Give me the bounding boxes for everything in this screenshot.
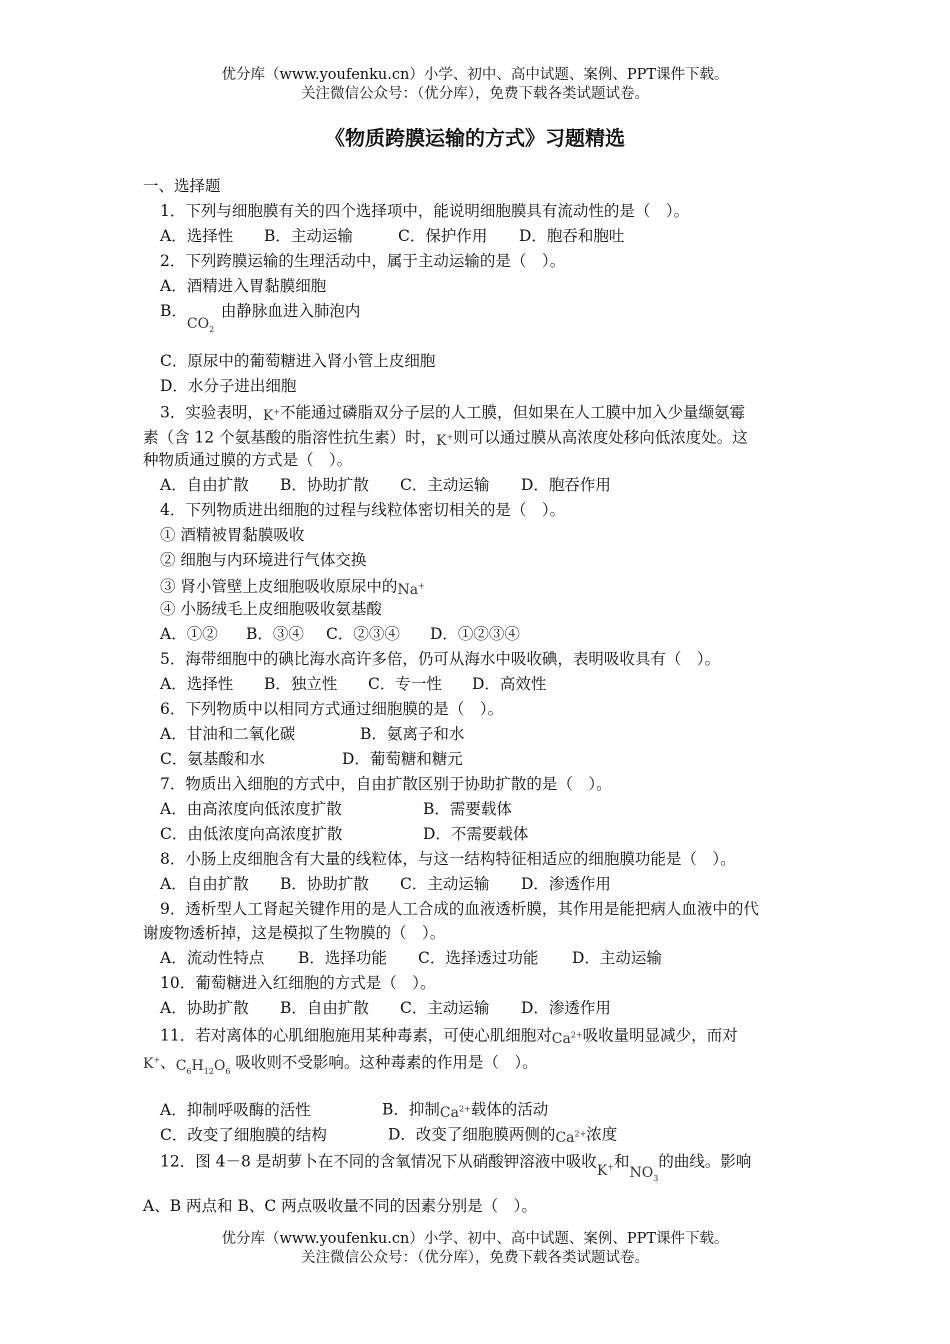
question-11-options-cd: C．改变了细胞膜的结构 D．改变了细胞膜两侧的$Ca^{2+}$浓度 — [160, 1125, 618, 1146]
option-d: D．胞吞和胞吐 — [519, 227, 625, 245]
question-4-stem: 4．下列物质进出细胞的过程与线粒体密切相关的是（ ）。 — [160, 501, 566, 519]
question-5-stem: 5．海带细胞中的碘比海水高许多倍，仍可从海水中吸收碘，表明吸收具有（ ）。 — [160, 650, 721, 668]
question-9-options: A．流动性特点 B．选择功能 C．选择透过功能 D．主动运输 — [160, 949, 662, 967]
question-1-options — [160, 226, 624, 246]
k-ion: K+ — [436, 432, 454, 449]
question-11-line-1: 11．若对离体的心肌细胞施用某种毒素，可使心肌细胞对$Ca^{2+}$吸收量明显减少，而对 — [160, 1026, 738, 1047]
option-c: C．保护作用 — [398, 227, 488, 245]
question-6-options-ab: A．甘油和二氧化碳 B．氨离子和水 — [160, 725, 465, 743]
question-2-option-a: A．酒精进入胃黏膜细胞 — [160, 277, 327, 295]
footer-line-2: 关注微信公众号：（优分库），免费下载各类试题试卷。 — [301, 1250, 649, 1266]
ca-ion: $Ca^{2+}$ — [551, 1030, 583, 1047]
question-9-line-1: 9．透析型人工肾起关键作用的是人工合成的血液透析膜，其作用是能把病人血液中的代 — [160, 900, 759, 918]
question-1-stem: 1．下列与细胞膜有关的四个选择项中，能说明细胞膜具有流动性的是（ ）。 — [160, 202, 690, 220]
nitrate-formula: $NO_3$ — [629, 1164, 659, 1183]
k-ion: K+ — [596, 1162, 614, 1179]
question-10-stem: 10．葡萄糖进入红细胞的方式是（ ）。 — [160, 974, 436, 992]
k-ion: K+ — [262, 407, 281, 424]
question-3-line-3: 种物质通过膜的方式是（ ）。 — [143, 451, 353, 469]
page-title: 《物质跨膜运输的方式》习题精选 — [325, 126, 625, 150]
co2-formula: $CO_2$ — [186, 316, 215, 334]
question-4-item-1: ① 酒精被胃黏膜吸收 — [160, 526, 305, 544]
ca-ion: $Ca^{2+}$ — [439, 1104, 471, 1121]
question-2-option-b: B．$CO_2$由静脉血进入肺泡内 — [160, 301, 360, 328]
question-10-options: A．协助扩散 B．自由扩散 C．主动运输 D．渗透作用 — [160, 999, 611, 1017]
glucose-formula: $C_6H_{12}O_6$ — [175, 1057, 231, 1076]
footer-line-1: 优分库（www.youfenku.cn）小学、初中、高中试题、案例、PPT课件下载。 — [221, 1231, 729, 1247]
question-9-line-2: 谢废物透析掉，这是模拟了生物膜的（ ）。 — [143, 924, 446, 942]
option-a: A．选择性 — [160, 227, 234, 245]
question-6-stem: 6．下列物质中以相同方式通过细胞膜的是（ ）。 — [160, 700, 504, 718]
na-ion: Na+ — [397, 581, 425, 598]
question-4-item-3: ③ 肾小管壁上皮细胞吸收原尿中的Na+ — [160, 577, 425, 598]
question-8-stem: 8．小肠上皮细胞含有大量的线粒体，与这一结构特征相适应的细胞膜功能是（ ）。 — [160, 850, 736, 868]
question-8-options: A．自由扩散 B．协助扩散 C．主动运输 D．渗透作用 — [160, 875, 611, 893]
question-11-options-ab: A．抑制呼吸酶的活性 B．抑制$Ca^{2+}$载体的活动 — [160, 1100, 549, 1121]
question-5-options: A．选择性 B．独立性 C．专一性 D．高效性 — [160, 675, 547, 693]
question-4-item-4: ④ 小肠绒毛上皮细胞吸收氨基酸 — [160, 600, 382, 618]
question-2-option-c: C．原尿中的葡萄糖进入肾小管上皮细胞 — [160, 352, 436, 370]
header-line-1: 优分库（www.youfenku.cn）小学、初中、高中试题、案例、PPT课件下载。 — [221, 67, 729, 83]
question-7-options-cd: C．由低浓度向高浓度扩散 D．不需要载体 — [160, 825, 529, 843]
question-6-options-cd: C．氨基酸和水 D．葡萄糖和糖元 — [160, 750, 463, 768]
option-b: B．主动运输 — [264, 227, 353, 245]
question-2-stem: 2．下列跨膜运输的生理活动中，属于主动运输的是（ ）。 — [160, 252, 566, 270]
question-7-stem: 7．物质出入细胞的方式中，自由扩散区别于协助扩散的是（ ）。 — [160, 775, 612, 793]
question-3-options: A．自由扩散 B．协助扩散 C．主动运输 D．胞吞作用 — [160, 476, 611, 494]
ca-ion: $Ca^{2+}$ — [555, 1129, 587, 1146]
header-line-2: 关注微信公众号：（优分库），免费下载各类试题试卷。 — [301, 86, 649, 102]
question-2-option-d: D．水分子进出细胞 — [160, 377, 297, 395]
section-heading: 一、选择题 — [143, 177, 221, 195]
question-4-item-2: ② 细胞与内环境进行气体交换 — [160, 551, 367, 569]
question-3-line-2: 素（含 12 个氨基酸的脂溶性抗生素）时，K+则可以通过膜从高浓度处移向低浓度处。这 — [143, 428, 748, 449]
question-11-line-2: K+、$C_6H_{12}O_6$ 吸收则不受影响。这种毒素的作用是（ ）。 — [143, 1053, 538, 1076]
question-7-options-ab: A．由高浓度向低浓度扩散 B．需要载体 — [160, 800, 512, 818]
question-12-line-1: 12．图 4－8 是胡萝卜在不同的含氧情况下从硝酸钾溶液中吸收K+和$NO_3$的曲线。影响 — [160, 1152, 752, 1183]
question-4-options: A．①② B．③④ C．②③④ D．①②③④ — [160, 625, 520, 643]
question-12-line-2: A、B 两点和 B、C 两点吸收量不同的因素分别是（ ）。 — [143, 1197, 537, 1215]
k-ion: K+ — [143, 1055, 161, 1072]
question-3-line-1: 3．实验表明，K+不能通过磷脂双分子层的人工膜，但如果在人工膜中加入少量缬氨霉 — [160, 403, 746, 424]
